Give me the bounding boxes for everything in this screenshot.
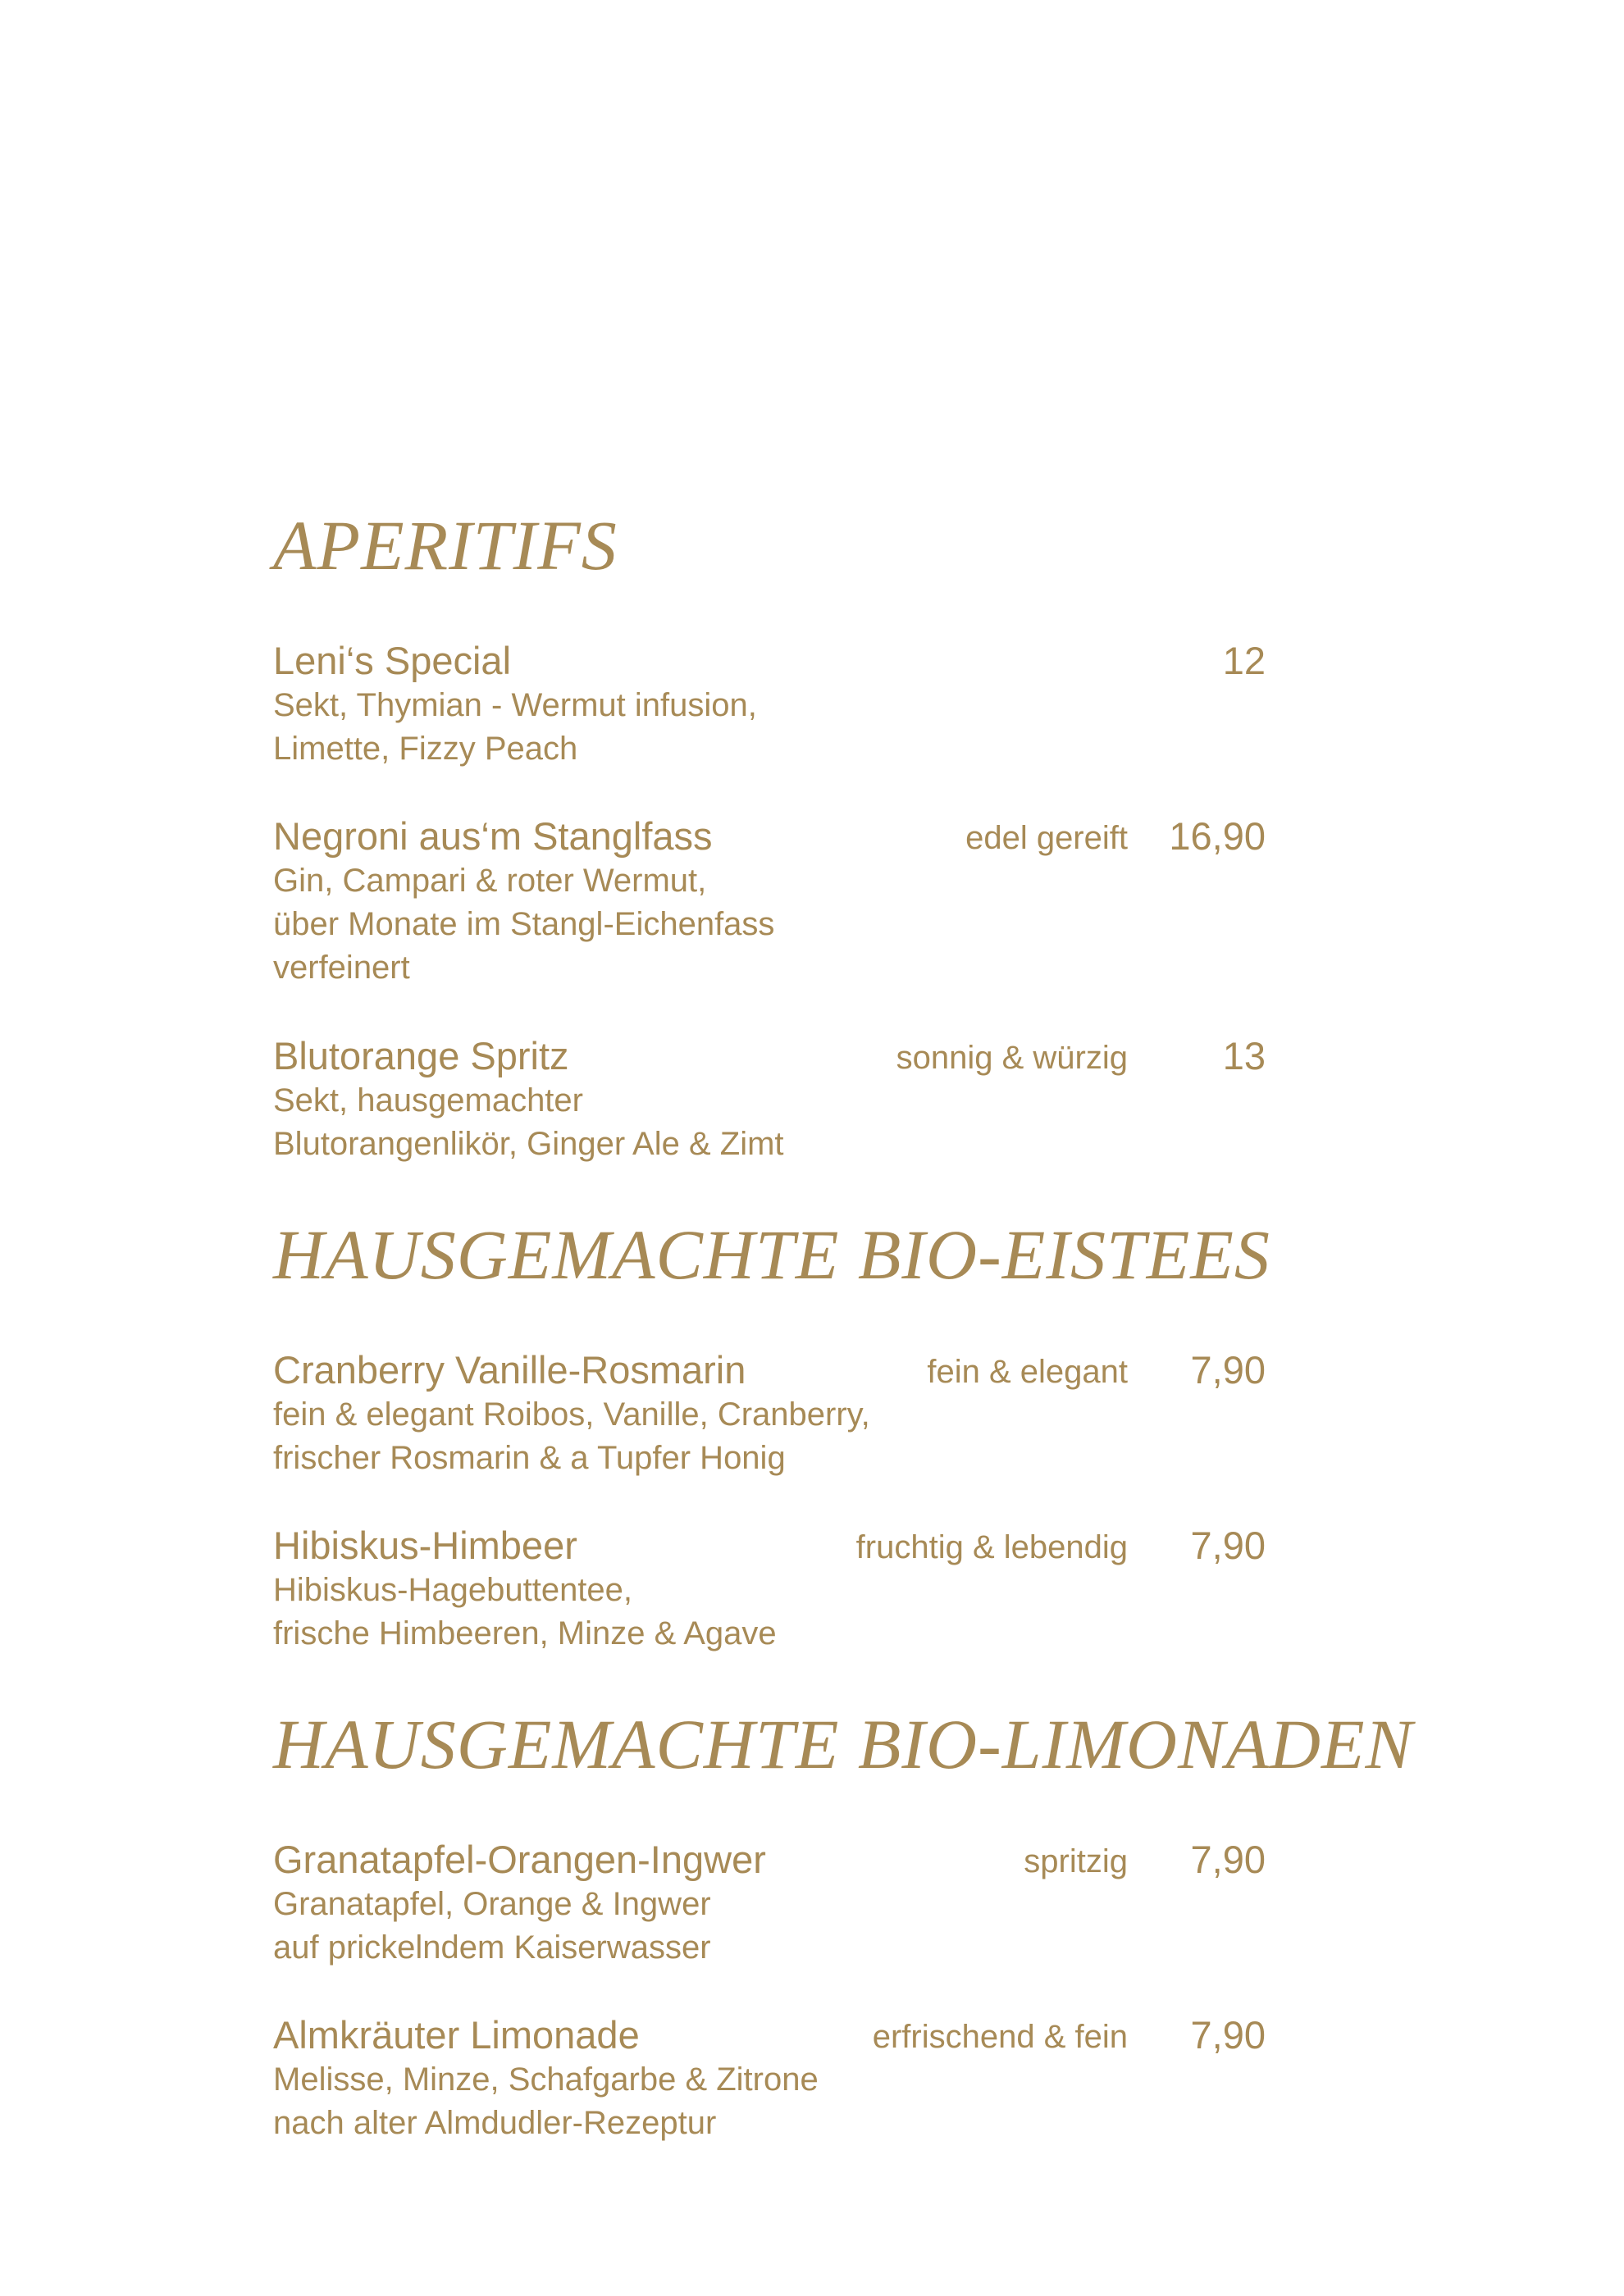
description-line: verfeinert bbox=[273, 950, 410, 986]
menu-item-negroni bbox=[273, 813, 1266, 990]
section-title-aperitifs: APERITIFS bbox=[273, 506, 618, 585]
item-tag: fein & elegant bbox=[927, 1354, 1128, 1390]
menu-item-hibiskus-himbeer bbox=[273, 1523, 1266, 1656]
description-line: Melisse, Minze, Schafgarbe & Zitrone bbox=[273, 2061, 819, 2098]
item-price: 7,90 bbox=[1190, 1348, 1266, 1392]
item-name: Almkräuter Limonade bbox=[273, 2013, 640, 2057]
description-line: nach alter Almdudler-Rezeptur bbox=[273, 2105, 717, 2141]
menu-item-lenis-special bbox=[273, 638, 1266, 771]
menu-item-cranberry-vanille-rosmarin bbox=[273, 1347, 1266, 1480]
item-name: Negroni aus‘m Stanglfass bbox=[273, 814, 713, 858]
item-description bbox=[273, 2058, 1266, 2145]
item-description bbox=[273, 1079, 1266, 1166]
item-name: Leni‘s Special bbox=[273, 639, 512, 682]
item-price: 7,90 bbox=[1190, 1524, 1266, 1567]
item-tag: erfrischend & fein bbox=[872, 2019, 1128, 2055]
description-line: frische Himbeeren, Minze & Agave bbox=[273, 1615, 777, 1651]
item-name: Granatapfel-Orangen-Ingwer bbox=[273, 1838, 766, 1881]
description-line: Sekt, hausgemachter bbox=[273, 1082, 583, 1118]
item-name: Blutorange Spritz bbox=[273, 1034, 569, 1077]
section-title-eistees: HAUSGEMACHTE BIO-EISTEES bbox=[273, 1215, 1270, 1294]
item-description bbox=[273, 1883, 1266, 1970]
description-line: Granatapfel, Orange & Ingwer bbox=[273, 1886, 711, 1922]
item-price: 13 bbox=[1222, 1034, 1266, 1077]
item-price: 16,90 bbox=[1169, 814, 1266, 858]
menu-item-almkraeuter-limonade bbox=[273, 2012, 1266, 2145]
description-line: Gin, Campari & roter Wermut, bbox=[273, 863, 707, 899]
item-description bbox=[273, 859, 1266, 990]
description-line: frischer Rosmarin & a Tupfer Honig bbox=[273, 1440, 786, 1476]
item-name: Cranberry Vanille-Rosmarin bbox=[273, 1348, 746, 1392]
description-line: Hibiskus-Hagebuttentee, bbox=[273, 1572, 633, 1608]
item-tag: sonnig & würzig bbox=[896, 1040, 1128, 1076]
item-price: 12 bbox=[1222, 639, 1266, 682]
description-line: Blutorangenlikör, Ginger Ale & Zimt bbox=[273, 1126, 784, 1162]
item-description bbox=[273, 1569, 1266, 1656]
item-description bbox=[273, 684, 1266, 771]
description-line: Limette, Fizzy Peach bbox=[273, 731, 578, 767]
menu-item-blutorange-spritz bbox=[273, 1033, 1266, 1166]
menu-item-granatapfel-orangen-ingwer bbox=[273, 1837, 1266, 1970]
description-line: Sekt, Thymian - Wermut infusion, bbox=[273, 687, 757, 723]
item-price: 7,90 bbox=[1190, 2013, 1266, 2057]
description-line: über Monate im Stangl-Eichenfass bbox=[273, 906, 775, 942]
section-title-limonaden: HAUSGEMACHTE BIO-LIMONADEN bbox=[273, 1705, 1413, 1784]
item-tag: edel gereift bbox=[965, 820, 1128, 856]
item-tag: spritzig bbox=[1024, 1843, 1128, 1879]
drinks-menu bbox=[273, 0, 1462, 2296]
item-tag: fruchtig & lebendig bbox=[855, 1529, 1128, 1565]
description-line: fein & elegant Roibos, Vanille, Cranberry, bbox=[273, 1396, 870, 1433]
item-description bbox=[273, 1393, 1266, 1480]
description-line: auf prickelndem Kaiserwasser bbox=[273, 1929, 711, 1966]
item-price: 7,90 bbox=[1190, 1838, 1266, 1881]
item-name: Hibiskus-Himbeer bbox=[273, 1524, 577, 1567]
